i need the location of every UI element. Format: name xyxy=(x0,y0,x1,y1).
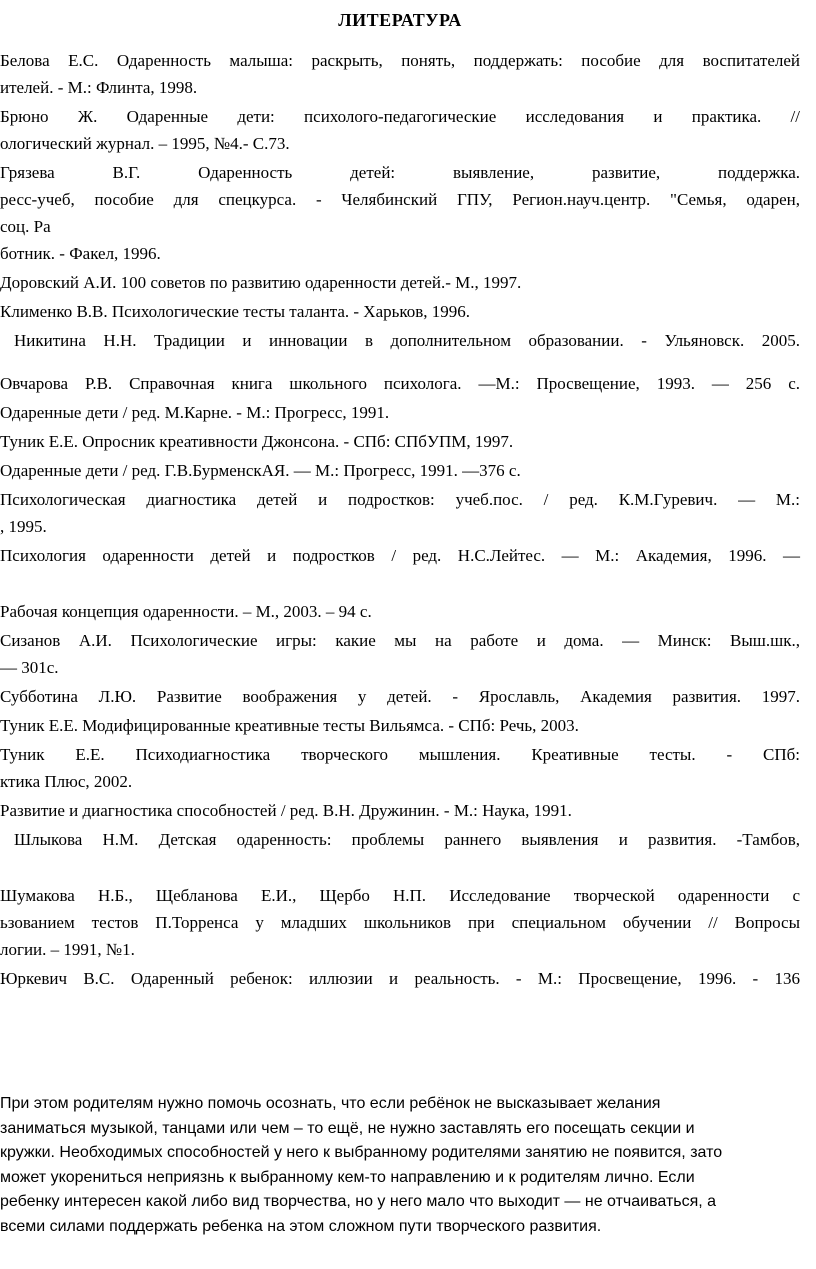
bibliography-entry xyxy=(0,269,800,296)
paragraph-gap xyxy=(0,356,800,370)
entry-line: Клименко В.В. Психологические тесты таланта. - Харьков, 1996. xyxy=(0,302,471,321)
bibliography-entry xyxy=(0,882,800,963)
bibliography-entry xyxy=(0,47,800,101)
entry-line: ителей. - М.: Флинта, 1998. xyxy=(0,78,198,97)
closing-paragraph-line: ребенку интересен какой либо вид творчества, но у него мало что выходит — не отчаиваться, а xyxy=(0,1193,717,1210)
entry-line: Туник Е.Е. Психодиагностика творческого мышления. Креативные тесты. - СПб: xyxy=(0,745,800,764)
bibliography-entry xyxy=(0,370,800,397)
entry-line: Развитие и диагностика способностей / ред. В.Н. Дружинин. - М.: Наука, 1991. xyxy=(0,801,572,820)
bibliography-entry xyxy=(0,103,800,157)
entry-line: Брюно Ж. Одаренные дети: психолого-педагогические исследования и практика. // xyxy=(0,107,800,126)
entry-line: Субботина Л.Ю. Развитие воображения у детей. - Ярославль, Академия развития. 1997. xyxy=(0,687,800,706)
entry-line: ресс-учеб, пособие для спецкурса. - Челябинский ГПУ, Регион.науч.центр. "Семья, одарен, xyxy=(0,190,800,209)
closing-paragraph-line: кружки. Необходимых способностей у него к выбранному родителями занятию не появится, зато xyxy=(0,1144,723,1161)
bibliography-entry xyxy=(0,683,800,710)
entry-line: соц. Ра xyxy=(0,217,51,236)
entry-line: Юркевич В.С. Одаренный ребенок: иллюзии и реальность. - М.: Просвещение, 1996. - 136 xyxy=(0,969,800,988)
entry-line: Овчарова Р.В. Справочная книга школьного психолога. —М.: Просвещение, 1993. — 256 с. xyxy=(0,374,800,393)
entry-line: ботник. - Факел, 1996. xyxy=(0,244,161,263)
bibliography-entry xyxy=(0,399,800,426)
bibliography-entry xyxy=(0,826,800,853)
closing-paragraph-line: При этом родителям нужно помочь осознать, что если ребёнок не высказывает желания xyxy=(0,1095,661,1112)
bibliography-entry xyxy=(0,712,800,739)
entry-line: Туник Е.Е. Модифицированные креативные тесты Вильямса. - СПб: Речь, 2003. xyxy=(0,716,579,735)
entry-line: ологический журнал. – 1995, №4.- С.73. xyxy=(0,134,290,153)
closing-paragraph-line: всеми силами поддержать ребенка на этом сложном пути творческого развития. xyxy=(0,1217,602,1235)
entry-line: Сизанов А.И. Психологические игры: какие мы на работе и дома. — Минск: Выш.шк., xyxy=(0,631,800,650)
entry-line: Психология одаренности детей и подростков / ред. Н.С.Лейтес. — М.: Академия, 1996. — xyxy=(0,546,800,565)
entry-line: — 301с. xyxy=(0,658,59,677)
bibliography-entry xyxy=(0,542,800,569)
entry-line: Белова Е.С. Одаренность малыша: раскрыть, понять, поддержать: пособие для воспитателей xyxy=(0,51,800,70)
entry-line: ьзованием тестов П.Торренса у младших школьников при специальном обучении // Вопросы xyxy=(0,913,800,932)
entry-line: логии. – 1991, №1. xyxy=(0,940,135,959)
entry-line: Никитина Н.Н. Традиции и инновации в дополнительном образовании. - Ульяновск. 2005. xyxy=(14,331,800,350)
paragraph-gap xyxy=(0,571,800,598)
entry-line: Рабочая концепция одаренности. – М., 2003. – 94 с. xyxy=(0,602,372,621)
bibliography-entry xyxy=(0,159,800,267)
bibliography-entry xyxy=(0,457,800,484)
entry-line: , 1995. xyxy=(0,517,47,536)
bibliography-entry xyxy=(0,486,800,540)
entry-line: Грязева В.Г. Одаренность детей: выявление, развитие, поддержка. xyxy=(0,163,800,182)
bibliography-entry xyxy=(0,741,800,795)
bibliography-entry xyxy=(0,298,800,325)
closing-paragraph xyxy=(0,1092,800,1239)
entry-line: Доровский А.И. 100 советов по развитию одаренности детей.- М., 1997. xyxy=(0,273,522,292)
bibliography-entry xyxy=(0,627,800,681)
entry-line: Шлыкова Н.М. Детская одаренность: проблемы раннего выявления и развития. -Тамбов, xyxy=(14,830,800,849)
closing-paragraph-line: заниматься музыкой, танцами или чем – то ещё, не нужно заставлять его посещать секции и xyxy=(0,1119,695,1137)
bibliography-entry xyxy=(0,797,800,824)
bibliography-entry xyxy=(0,428,800,455)
page-title: ЛИТЕРАТУРА xyxy=(338,10,462,30)
closing-paragraph-line: может укорениться неприязнь к выбранному кем-то направлению и к родителям лично. Если xyxy=(0,1168,695,1186)
entry-line: Психологическая диагностика детей и подростков: учеб.пос. / ред. К.М.Гуревич. — М.: xyxy=(0,490,800,509)
paragraph-gap xyxy=(0,855,800,882)
entry-line: Одаренные дети / ред. М.Карне. - М.: Прогресс, 1991. xyxy=(0,403,390,422)
entry-line: Туник Е.Е. Опросник креативности Джонсона. - СПб: СПбУПМ, 1997. xyxy=(0,432,514,451)
entry-line: ктика Плюс, 2002. xyxy=(0,772,133,791)
entry-line: Одаренные дети / ред. Г.В.БурменскАЯ. — М.: Прогресс, 1991. —376 с. xyxy=(0,461,521,480)
entry-line: Шумакова Н.Б., Щебланова Е.И., Щербо Н.П. Исследование творческой одаренности с xyxy=(0,886,800,905)
bibliography-entry xyxy=(0,327,800,354)
bibliography-entry xyxy=(0,965,800,992)
bibliography-entry xyxy=(0,598,800,625)
bibliography-list xyxy=(0,47,800,992)
